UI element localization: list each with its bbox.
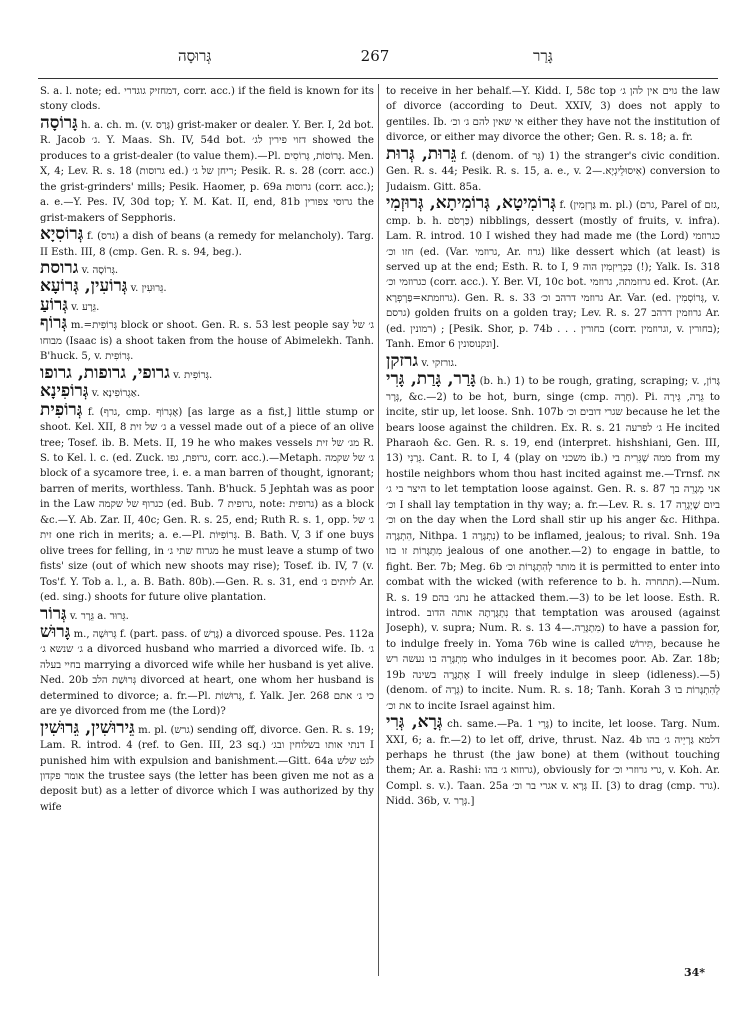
entry-headword: גרוסת	[40, 257, 79, 278]
dictionary-entry	[386, 371, 720, 714]
dictionary-entry	[40, 84, 374, 115]
entry-text: m. pl. (גרש) sending off, divorce. Gen. R. s. 19; Lam. R. introd. 4 (ref. to Gen. III, 23 sq.) דנתי אותו בשלוחין ובג׳ I punished him with expulsion and banishment.—Gitt. 64a לגט שלש אומר פקדון the trustee says (the letter has been given me not as a deposit but) as a letter of divorce which I was authorized by thy wife	[40, 724, 374, 813]
entry-text: v. אַגְרוֹפִינָא.	[91, 388, 141, 400]
entry-headword: גְּרוֹפִינָא	[40, 381, 89, 402]
entry-headword: גְּרוֹמִיטָא, גְּרוֹמִיתָא, גְּרוּזְמִי	[386, 193, 556, 214]
dictionary-entry	[40, 112, 374, 226]
running-head-right: גָּרַר	[533, 47, 553, 65]
entry-text: f. (גרס) a dish of beans (a remedy for melancholy). Targ. II Esth. III, 8 (cmp. Gen. R. s. 94, beg.).	[40, 231, 374, 258]
entry-text: v. גְּרוֹסָה.	[81, 264, 119, 276]
entry-headword: גְּרוֹפִית	[40, 399, 83, 420]
dictionary-entry	[40, 383, 374, 401]
entry-headword: גָּרוּשׁ	[40, 621, 71, 642]
entry-headword: גְּרוֹעִין, גְּרוֹעָא	[40, 276, 128, 297]
entry-headword: גֵּרוּת, גְּרוּת	[386, 143, 457, 164]
entry-headword: גְּרוֹר	[40, 603, 67, 624]
entry-text: ch. same.—Pa. גָּרֵי 1) to incite, let loose. Targ. Num. XXI, 6; a. fr.—2) to let off, drive, thrust. Naz. 4b דלמא גַּרְיֵיה ג׳ בהו perhaps he thrust (the jaw bone) at them (without touching them; Ar. a. Rashi: גרוזוא ג׳ בהו), obviously for גרי גרוזרי וכ׳, v. Koh. Ar. Compl. s. v.). Taan. 25a אגרי בר וכ׳ v. גְּרָא II. [3) to drag (cmp. גרר). Nidd. 36b, v. גְּרָר.]	[386, 719, 720, 808]
entry-text: v. גְּרוֹפִית.	[173, 369, 213, 381]
dictionary-entry	[40, 399, 374, 606]
page-number: 267	[360, 47, 390, 65]
entry-headword: גרופי, גרופות, גרופו	[40, 362, 170, 383]
dictionary-entry	[386, 84, 720, 146]
header-rule	[38, 78, 718, 79]
column-separator	[378, 84, 379, 976]
entry-text: v. גֵּרָר a. גֵּרוּר.	[69, 610, 129, 622]
dictionary-entry	[40, 717, 374, 816]
entry-text: S. a. l. note; ed. דמחזיק גוגדרי, corr. acc.) if the field is known for its stony clods.	[40, 86, 374, 113]
dictionary-entry	[40, 621, 374, 720]
entry-text: v. גורזקי.	[421, 357, 458, 369]
entry-text: h. a. ch. m. (v. גָּרַס) grist-maker or dealer. Y. Ber. I, 2d bot. R. Jacob ג׳. Y. Maas. Sh. IV, 54d bot. דזוי פירין לג׳ showed the produces to a grist-dealer (to value them).—Pl. גָּרוֹסוֹת, גְּרוֹסִים. Men. X, 4; Lev. R. s. 18 (גרוסות ed.) ריחן של ג׳; Pesik. R. s. 28 (corr. acc.) the grist-grinders' mills; Pesik. Haomer, p. 69a גרוסות (corr. acc.); a. e.—Y. Pes. IV, 30d top; Y. M. Kat. II, end, 81b גרוסי צפורין the grist-makers of Sepphoris.	[40, 119, 374, 224]
dictionary-entry	[40, 294, 374, 315]
entry-headword: גְּרוֹף	[40, 313, 68, 334]
dictionary-entry	[40, 362, 374, 383]
entry-text: to receive in her behalf.—Y. Kidd. I, 58c top גוים אין להן ג׳ the law of divorce (according to Deut. XXIV, 3) does not apply to gentiles. Ib. אי שאין להם ג׳ וכ׳ either they have not the institution of divorce, or either may divorce the other; Gen. R. s. 18; a. fr.	[386, 86, 720, 144]
entry-text: m.=גְּרוֹפִית block or shoot. Gen. R. s. 53 lest people say ג׳ של מבוחו (Isaac is) a shoot taken from the house of Abimelekh. Tanh. B'huck. 5, v. גְּרוֹפִית.	[40, 320, 374, 363]
dictionary-entry	[40, 226, 374, 260]
entry-text: v. גֵּרָע.	[71, 301, 100, 313]
entry-headword: גְּרוֹעַ	[40, 294, 68, 315]
dictionary-entry	[386, 714, 720, 810]
entry-headword: גָּרוֹסָה	[40, 112, 78, 133]
entry-text: f. (גרף, cmp. אֶגְרוֹף) [as large as a fist,] little stump or shoot. Kel. XII, 8 ג׳ של זית a vessel made out of a piece of an olive tree; Tosef. ib. B. Mets. II, 19 he who makes vessels מג׳ של זית R. S. to Kel. l. c. (ed. Zuck. גרופת, גפו, corr. acc.).—Metaph. ג׳ של שקמה block of a sycamore tree, i. e. a man barren of thought, ignorant; barren of merits, worthless. Tanh. B'huck. 5 Jephtah was as poor in the Law כגרוף של שקמה (ed. Bub. 7 גרופית, note: גרופית) as a block &c.—Y. Ab. Zar. II, 40c; Gen. R. s. 25, end; Ruth R. s. 1, opp. ג׳ של זית one rich in merits; a. e.—Pl. גְּרוֹפִיּוֹת. B. Bath. V, 3 if one buys olive trees for felling, in מגרוח שתי ג׳ he must leave a stump of two fists' size (out of which new shoots may rise); Tosef. ib. IV, 7 (v. Tos'f. Y. Tob a. l., a. B. Bath. 80b).—Gen. R. s. 31, end לזיתים ג׳ Ar. (ed. sing.) shoots for future olive plantation.	[40, 406, 374, 604]
dictionary-entry	[386, 143, 720, 195]
dictionary-entry	[386, 195, 720, 353]
entry-text: v. גֵּרוּעִין.	[130, 283, 167, 295]
signature-mark: 34*	[684, 966, 706, 979]
dictionary-entry	[40, 603, 374, 624]
entry-headword: גרזקן	[386, 350, 419, 371]
left-column	[40, 84, 374, 964]
running-head-left: גְּרוּסָה	[178, 47, 212, 65]
entry-text: (b. h.) 1) to be rough, grating, scraping; v. גָּרוֹן, גְּרָר, &c.—2) to be hot, burn, singe (cmp. חָרָה). Pi. גֵּרָה, גֵּירָה to incite, stir up, let loose. Snh. 107b שגרי דובים וכ׳ because he let the bears loose against the children. Ex. R. s. 21 ג׳ לפרעה He incited Pharaoh &c. Gen. R. s. 19, end (interpret. hishshiani, Gen. III, 13) גֵּרַנִי. Cant. R. to I, 4 (play on משכני ib.) ממה שֶׁגֵּרִית בי from my hostile neighbors whom thou hast incited against me.—Trnsf. את היצר בי ג׳ to let temptation loose against. Gen. R. s. 87 אני מְגָרֵה בך וכ׳ I shall lay temptation in thy way; a. fr.—Lev. R. s. 17 ביום שֶׁיְגָרֵה וכ׳ on the day when the Lord shall stir up his anger &c. Hithpa. הִתְגָּרָה, Nithpa. נִתְגָּרָה 1) to be inflamed, jealous; to rival. Snh. 19a מִתְגָּרוֹת זו בזו jealous of one another.—2) to engage in battle, to fight. Ber. 7b; Meg. 6b מותר לְהִתְגָּרוֹת וכ׳ it is permitted to enter into combat with the wicked (with reference to b. h. תתחרה).—Num. R. s. 19 נתג׳ בהם he attacked them.—3) to be let loose. Esth. R. introd. נִתְגָּרָתָה אותה הדוב that temptation was aroused (against Joseph), v. supra; Num. R. s. 13 מִתְגָּרֵה.—4) to have a passion for, to indulge freely in. Yoma 76b wine is called תִּירוֹשׁ, because he מִתְגָּרֵה בו נעשה רש who indulges in it becomes poor. Ab. Zar. 18b; 19b אֶתְגָּרֶה בשינה I will freely indulge in sleep (idleness).—5) (denom. of גְּרָה) to incite. Num. R. s. 18; Tanh. Korah 3 לְהִתְגָּרוֹת בו את וכ׳ to incite Israel against him.	[386, 376, 720, 712]
dictionary-entry	[40, 315, 374, 364]
entry-headword: גֵּירוּשִׁין, גֵּרוּשִׁין	[40, 717, 135, 738]
entry-headword: גְּרָא, גְּרִי	[386, 712, 443, 733]
entry-headword: גָּרַר, גָּרַת, גָּרִי	[386, 369, 476, 390]
entry-text: f. (denom. of גֵּר) 1) the stranger's civic condition. Gen. R. s. 44; Pesik. R. s. 15, a. e., v. אִיסוּלֵיגְיָא.—2) conversion to Judaism. Gitt. 85a.	[386, 150, 720, 193]
entry-headword: גְּרוֹסִיָא	[40, 224, 84, 245]
entry-text: f. (גַּרְזְמִין m. pl.) (גרם, Parel of גזם, cmp. b. h. כַּרְסֹם) nibblings, dessert (mostly of fruits, v. infra). Lam. R. introd. 10 I wished they had made me (the Lord) כגרוזמי חזו וכ׳ (ed. (Var. גרוזמי, Ar. גרוז) like dessert which (at least) is served up at the end; Esth. R. to I, 9 כִּכְרֵיזְמִין הוה (!); Yalk. Is. 318 כגרוזמי וכ׳ (corr. acc.). Y. Ber. VI, 10c bot. גרוזמתה, גרוזמי ed. Krot. (Ar. גרוזמתא=פַרְפְרָא). Gen. R. s. 33 גרוזמי דרהב וכ׳ Ar. Var. (ed. גְּרוֹסְמִין, v. גרסם) golden fruits on a golden tray; Lev. R. s. 27 גרוזמין דרהב Ar. (ed. רמונין) ; [Pesik. Shor, p. 74b . . . בחורין (corr. וגרוזמין, v. בחורין); Tanh. Emor 6 ונקנוסונין].	[386, 200, 720, 351]
right-column	[386, 84, 720, 964]
dictionary-entry	[40, 278, 374, 296]
entry-text: m., גְּרוּשָׁה f. (part. pass. of גָּרַשׁ) a divorced spouse. Pes. 112a ג׳ שנשא ג׳ a divorced husband who married a divorced wife. Ib. ג׳ בחיי בעלה marrying a divorced wife while her husband is yet alive. Ned. 20b גְּרוּשַׁת הלב divorced at heart, one whom her husband is determined to divorce; a. fr.—Pl. גְּרוּשׁוֹת, f. Yalk. Jer. 268 כי ג׳ אתם are ye divorced from me (the Lord)?	[40, 628, 374, 718]
